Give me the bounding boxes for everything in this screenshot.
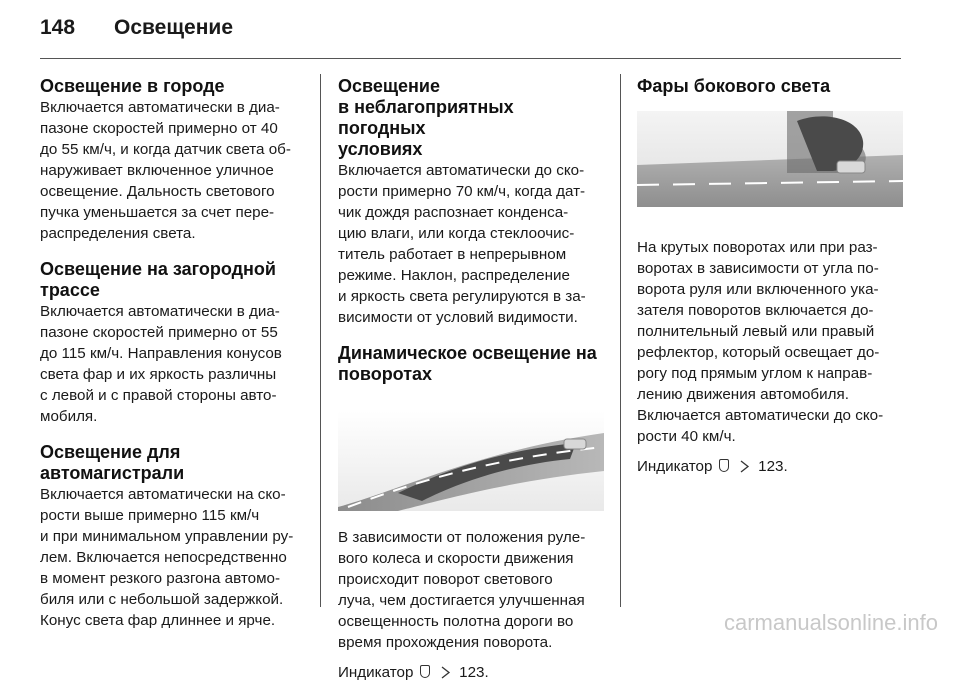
page-reference-arrow-icon xyxy=(441,666,450,679)
title-line: Динамическое освещение на xyxy=(338,343,597,363)
side-light-illustration xyxy=(637,111,903,207)
text-line: чик дождя распознает конденса- xyxy=(338,204,569,221)
text-line: в момент резкого разгона автомо- xyxy=(40,570,281,587)
page-reference-arrow-icon xyxy=(740,460,749,473)
text-line: рости примерно 70 км/ч, когда дат- xyxy=(338,183,586,200)
text-line: титель работает в непрерывном xyxy=(338,246,567,263)
text-line: происходит поворот светового xyxy=(338,571,553,588)
section-title-cornering-lights: Фары бокового света xyxy=(637,76,831,96)
text-line: пучка уменьшается за счет пере- xyxy=(40,204,275,221)
section-title-city: Освещение в городе xyxy=(40,76,225,96)
column-divider-1 xyxy=(320,74,321,607)
title-line: условиях xyxy=(338,139,423,159)
afl-indicator-icon xyxy=(719,459,729,472)
text-line: рости 40 км/ч. xyxy=(637,428,736,445)
page-title: Освещение xyxy=(114,16,233,39)
text-line: света фар и их яркость различны xyxy=(40,366,277,383)
section-title-cornering xyxy=(338,343,604,385)
text-line: распределения света. xyxy=(40,225,196,242)
title-line: автомагистрали xyxy=(40,463,185,483)
indicator-label: Индикатор xyxy=(637,458,713,475)
section-body-country xyxy=(40,301,302,427)
text-line: цию влаги, или когда стеклоочис- xyxy=(338,225,575,242)
text-line: вого колеса и скорости движения xyxy=(338,550,574,567)
text-line: лем. Включается непосредственно xyxy=(40,549,287,566)
text-line: Включается автоматически до ско- xyxy=(338,162,585,179)
text-line: Включается автоматически в диа- xyxy=(40,99,280,116)
section-title-bad-weather xyxy=(338,76,604,160)
text-line: ворота руля или включенного ука- xyxy=(637,281,879,298)
title-line: трассе xyxy=(40,280,100,300)
text-line: рефлектор, который освещает до- xyxy=(637,344,880,361)
column-2 xyxy=(338,76,604,683)
afl-indicator-icon xyxy=(420,665,430,678)
page-reference[interactable]: 123. xyxy=(459,664,489,681)
text-line: лению движения автомобиля. xyxy=(637,386,849,403)
text-line: с левой и с правой стороны авто- xyxy=(40,387,277,404)
page-number: 148 xyxy=(40,16,76,39)
text-line: Включается автоматически на ско- xyxy=(40,486,286,503)
text-line: пазоне скоростей примерно от 40 xyxy=(40,120,278,137)
text-line: биля или с небольшой задержкой. xyxy=(40,591,284,608)
text-line: Включается автоматически до ско- xyxy=(637,407,884,424)
text-line: Включается автоматически в диа- xyxy=(40,303,280,320)
text-line: освещение. Дальность светового xyxy=(40,183,275,200)
text-line: луча, чем достигается улучшенная xyxy=(338,592,585,609)
title-line: в неблагоприятных погодных xyxy=(338,97,514,138)
section-body-bad-weather xyxy=(338,160,604,328)
watermark: carmanualsonline.info xyxy=(723,610,938,635)
section-body-city xyxy=(40,97,302,244)
section-title-country xyxy=(40,259,302,301)
text-line: до 115 км/ч. Направления конусов xyxy=(40,345,282,362)
section-body-cornering-lights xyxy=(637,237,903,447)
text-line: висимости от условий видимости. xyxy=(338,309,578,326)
text-line: В зависимости от положения руле- xyxy=(338,529,586,546)
text-line: На крутых поворотах или при раз- xyxy=(637,239,878,256)
text-line: пазоне скоростей примерно от 55 xyxy=(40,324,278,341)
page-reference[interactable]: 123. xyxy=(758,458,788,475)
title-line: Освещение xyxy=(338,76,440,96)
text-line: воротах в зависимости от угла по- xyxy=(637,260,879,277)
text-line: рогу под прямым углом к направ- xyxy=(637,365,873,382)
text-line: время прохождения поворота. xyxy=(338,634,553,651)
indicator-reference xyxy=(338,662,604,683)
title-line: Освещение на загородной xyxy=(40,259,276,279)
column-divider-2 xyxy=(620,74,621,607)
section-title-motorway xyxy=(40,442,302,484)
title-line: Освещение для xyxy=(40,442,181,462)
text-line: Конус света фар длиннее и ярче. xyxy=(40,612,276,629)
section-body-cornering xyxy=(338,527,604,653)
text-line: рости выше примерно 115 км/ч xyxy=(40,507,260,524)
text-line: освещенность полотна дороги во xyxy=(338,613,574,630)
text-line: наруживает включенное уличное xyxy=(40,162,274,179)
page-header xyxy=(40,16,233,46)
indicator-label: Индикатор xyxy=(338,664,414,681)
text-line: режиме. Наклон, распределение xyxy=(338,267,570,284)
cornering-light-illustration xyxy=(338,411,604,511)
text-line: мобиля. xyxy=(40,408,98,425)
text-line: до 55 км/ч, и когда датчик света об- xyxy=(40,141,291,158)
text-line: зателя поворотов включается до- xyxy=(637,302,874,319)
text-line: полнительный левый или правый xyxy=(637,323,875,340)
title-line: поворотах xyxy=(338,364,433,384)
column-3 xyxy=(637,76,903,477)
indicator-reference xyxy=(637,456,903,477)
header-divider xyxy=(40,58,901,59)
text-line: и при минимальном управлении ру- xyxy=(40,528,294,545)
column-1 xyxy=(40,76,302,631)
section-body-motorway xyxy=(40,484,302,631)
text-line: и яркость света регулируются в за- xyxy=(338,288,586,305)
